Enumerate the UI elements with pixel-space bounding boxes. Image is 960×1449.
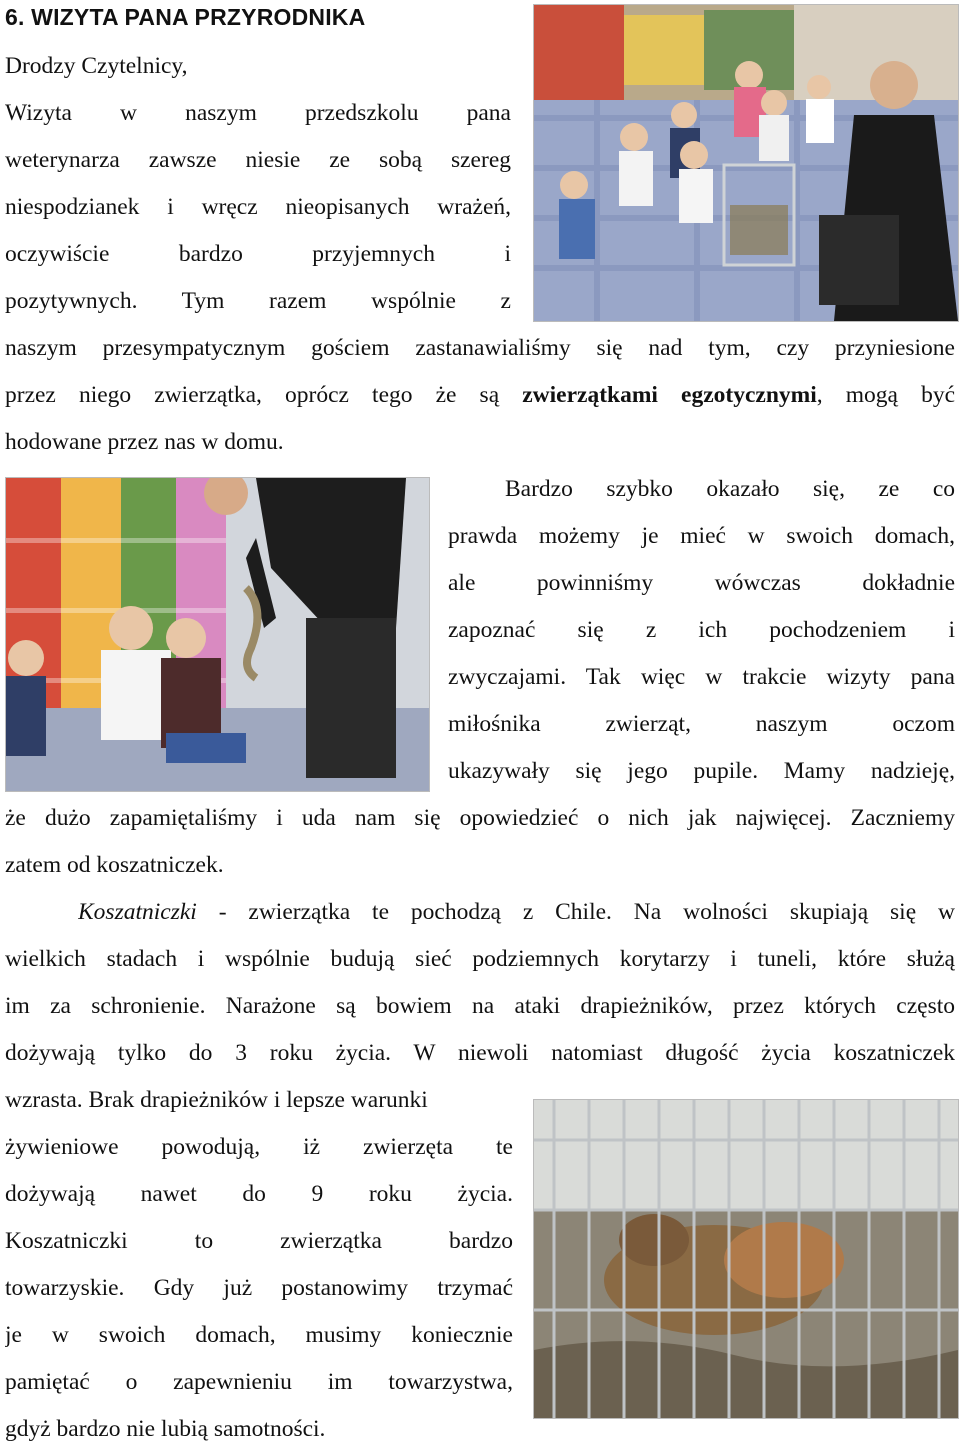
text-line: zwyczajami. Tak więc w trakcie wizyty pana [448,664,955,690]
text-line: towarzyskie. Gdy już postanowimy trzymać [5,1275,513,1301]
text-line: Wizyta w naszym przedszkolu pana [5,100,511,126]
text-line: hodowane przez nas w domu. [5,429,284,455]
text-line: wielkich stadach i wspólnie budują sieć podziemnych korytarzy i tuneli, które służą [5,946,955,972]
text-line: naszym przesympatycznym gościem zastanawialiśmy się nad tym, czy przyniesione [5,335,955,361]
text-line: zatem od koszatniczek. [5,852,224,878]
text-span: - zwierzątka te pochodzą z Chile. Na wolności skupiają się w [196,899,955,925]
photo-visitor-with-children [5,477,430,792]
text-line: im za schronienie. Narażone są bowiem na ataki drapieżników, przez których często [5,993,955,1019]
photo-children-with-cage [533,4,959,322]
text-line: wzrasta. Brak drapieżników i lepsze warunki [5,1087,428,1113]
text-line: żywieniowe powodują, iż zwierzęta te [5,1134,513,1160]
text-line: gdyż bardzo nie lubią samotności. [5,1416,326,1442]
text-line: zapoznać się z ich pochodzeniem i [448,617,955,643]
text-line: ukazywały się jego pupile. Mamy nadzieję, [448,758,955,784]
text-line: niespodzianek i wręcz nieopisanych wrażeń, [5,194,511,220]
text-span: , mogą być [816,382,955,408]
text-line: dożywają nawet do 9 roku życia. [5,1181,513,1207]
text-line: dożywają tylko do 3 roku życia. W niewoli natomiast długość życia koszatniczek [5,1040,955,1066]
text-line: pozytywnych. Tym razem wspólnie z [5,288,511,314]
page-title: 6. WIZYTA PANA PRZYRODNIKA [5,4,366,30]
text-line: weterynarza zawsze niesie ze sobą szereg [5,147,511,173]
text-line: miłośnika zwierząt, naszym oczom [448,711,955,737]
text-line: je w swoich domach, musimy koniecznie [5,1322,513,1348]
text-line: Koszatniczki to zwierzątka bardzo [5,1228,513,1254]
photo-degus-in-cage [533,1099,959,1419]
text-line: pamiętać o zapewnieniu im towarzystwa, [5,1369,513,1395]
text-line [78,892,955,932]
text-line [5,375,955,415]
text-line: ale powinniśmy wówczas dokładnie [448,570,955,596]
text-line: Bardzo szybko okazało się, ze co [505,476,955,502]
text-line: że dużo zapamiętaliśmy i uda nam się opowiedzieć o nich jak najwięcej. Zaczniemy [5,805,955,831]
bold-term: zwierzątkami egzotycznymi [522,382,817,408]
text-line: Drodzy Czytelnicy, [5,53,188,79]
italic-term: Koszatniczki [78,899,197,925]
text-line: prawda możemy je mieć w swoich domach, [448,523,955,549]
text-span: przez niego zwierzątka, oprócz tego że są [5,382,523,408]
text-line: oczywiście bardzo przyjemnych i [5,241,511,267]
